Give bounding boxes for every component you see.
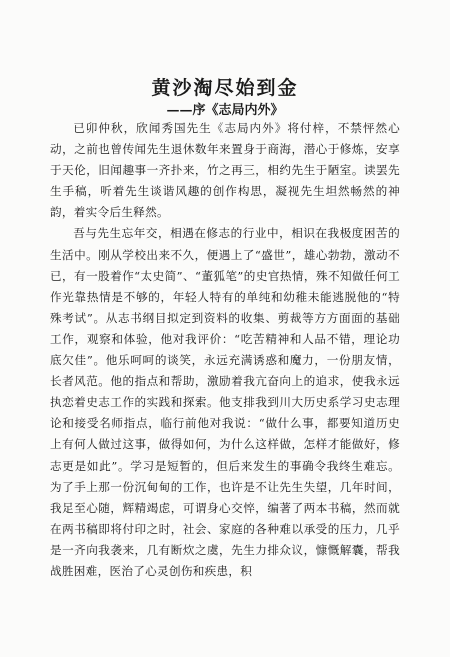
document-title: 黄沙淘尽始到金 — [151, 77, 299, 99]
document-subtitle: ——序《志局内外》 — [166, 103, 284, 118]
paragraph-1: 已卯仲秋，欣闻秀国先生《志局内外》将付梓，不禁怦然心动，之前也曾传闻先生退休数年来置身于商海，潜心于修炼，安享于天伦，旧闻趣事一齐扑来，竹之再三，相约先生于陋室。读罢先生手稿，听着先生谈谐风趣的创作构思，凝视先生坦然畅然的神韵，着实令后生释然。 — [50, 121, 400, 220]
paragraph-2: 吾与先生忘年交，相遇在修志的行业中，相识在我极度困苦的生活中。刚从学校出来不久，便遇上了“盛世”，雄心勃勃，激动不已，有一股着作“太史简”、“董狐笔”的史官热情，殊不知做任何工作光靠热情是不够的，年轻人特有的单纯和幼稚未能逃脱他的“特殊考试”。从志书纲目拟定到资料的收集、剪裁等方方面面的基础工作，观察和体验，他对我评价：“吃苦精神和人品不错，理论功底欠佳”。他乐呵呵的谈笑，永远充满诱惑和魔力，一份朋友情，长者风范。他的指点和帮助，激励着我亢奋向上的追求，使我永远执恋着史志工作的实践和探索。他支排我到川大历史系学习史志理论和接受名师指点，临行前他对我说：“做什么事，都要知道历史上有何人做过这事，做得如何，为什么这样做，怎样才能做好，修志更是如此”。学习是短暂的，但后来发生的事确令我终生难忘。为了手上那一份沉甸甸的工作，也许是不让先生失望，几年时间，我足至心随，辉精竭虑，可谓身心交悴，编著了两本书稿，然而就在两书稿即将付印之时，社会、家庭的各种难以承受的压力，几乎是一齐向我袭来，几有断炊之虞，先生力排众议，慷慨解囊，帮我战胜困难，医治了心灵创伤和疾患，积 — [50, 226, 400, 578]
document-body — [50, 118, 400, 582]
